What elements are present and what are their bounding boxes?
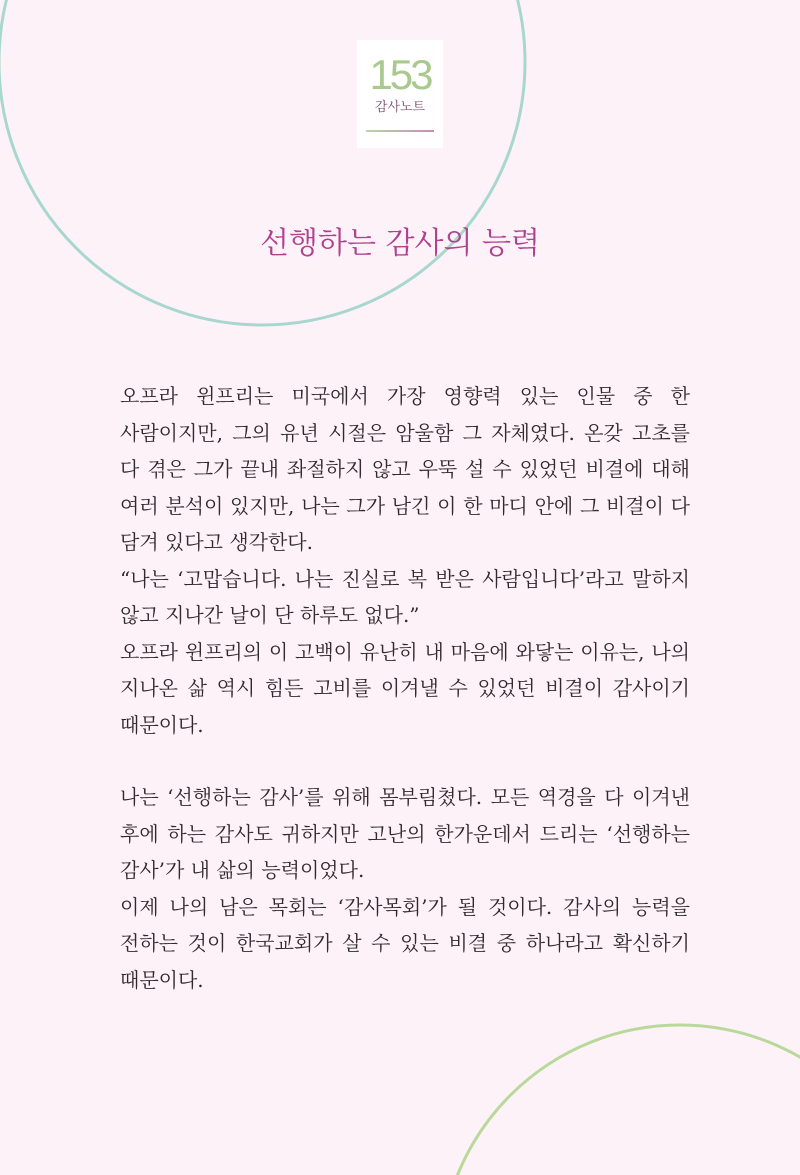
paragraph: 이제 나의 남은 목회는 ‘감사목회’가 될 것이다. 감사의 능력을 전하는 것이 한국교회가 살 수 있는 비결 중 하나라고 확신하기 때문이다. (120, 894, 690, 992)
paragraph: 오프라 윈프리의 이 고백이 유난히 내 마음에 와닿는 이유는, 나의 지나온 삶 역시 힘든 고비를 이겨낼 수 있었던 비결이 감사이기 때문이다. (120, 639, 690, 737)
article-body (120, 378, 690, 998)
page-badge (357, 40, 443, 148)
paragraph: 나는 ‘선행하는 감사’를 위해 몸부림쳤다. 모든 역경을 다 이겨낸 후에 하는 감사도 귀하지만 고난의 한가운데서 드리는 ‘선행하는 감사’가 내 삶의 능력이었다. (120, 785, 690, 882)
article-title: 선행하는 감사의 능력 (260, 226, 540, 261)
page-number: 153 (369, 51, 431, 98)
paragraph: 오프라 윈프리는 미국에서 가장 영향력 있는 인물 중 한 사람이지만, 그의 유년 시절은 암울함 그 자체였다. 온갖 고초를 다 겪은 그가 끝내 좌절하지 않고 우뚝 설 수 있었던 비결에 대해 여러 분석이 있지만, 나는 그가 남긴 이 한 마디 안에 그 비결이 다 담겨 있다고 생각한다. (120, 384, 690, 554)
badge-divider (366, 130, 434, 132)
top-teal-arc (0, 0, 525, 325)
quote-paragraph: “나는 ‘고맙습니다. 나는 진실로 복 받은 사람입니다’라고 말하지 않고 지나간 날이 단 하루도 없다.” (120, 566, 690, 627)
section-label: 감사노트 (374, 100, 426, 115)
bottom-green-arc (440, 1025, 800, 1175)
